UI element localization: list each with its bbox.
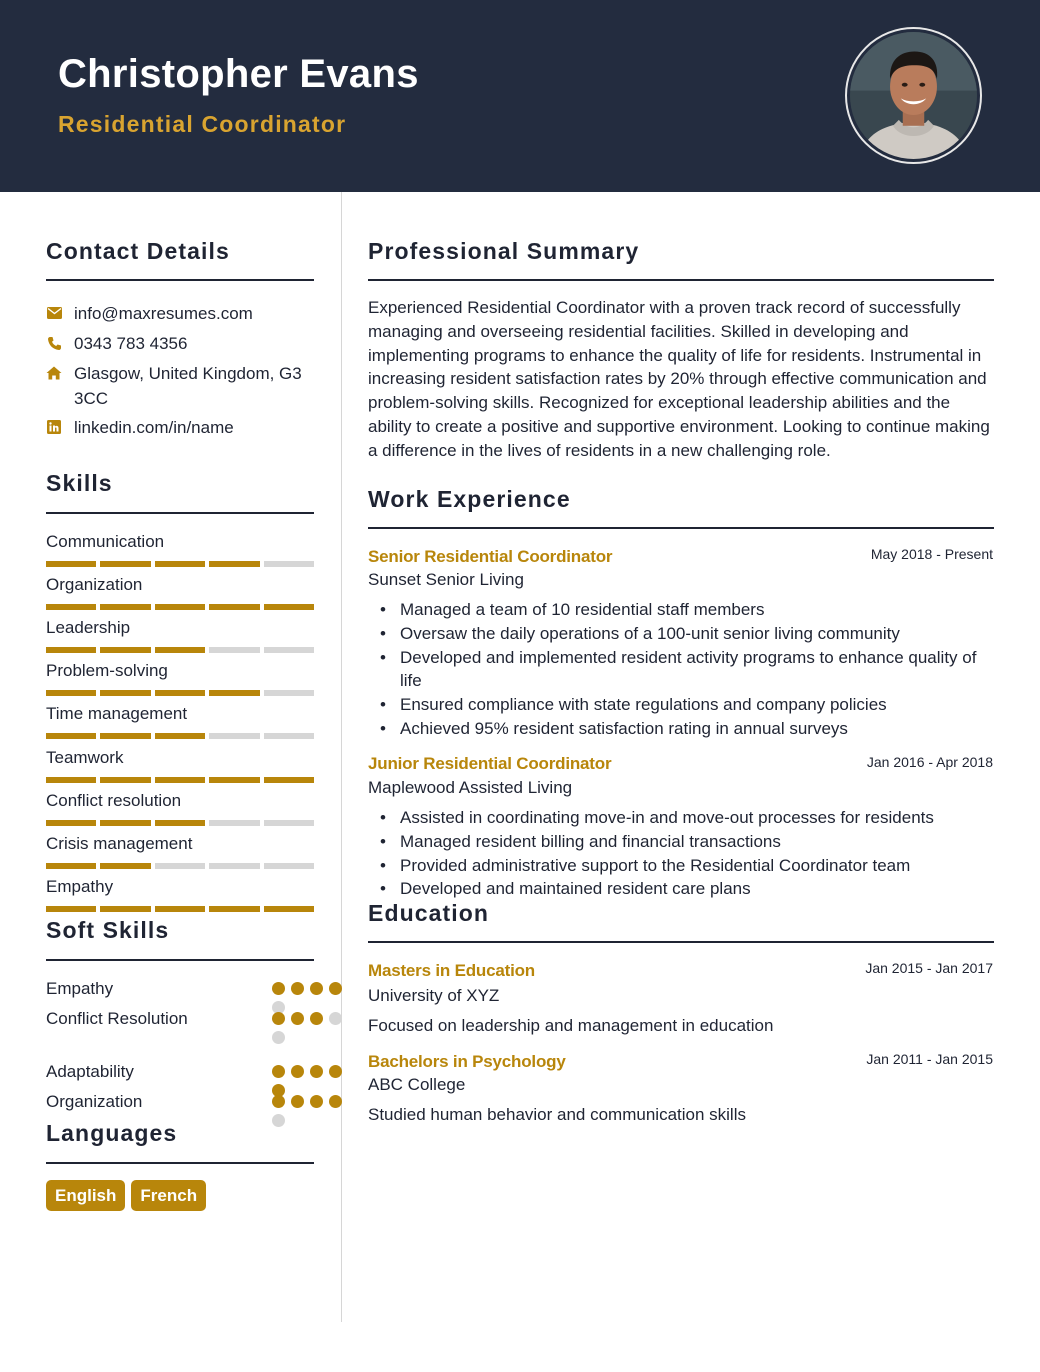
skill-level-segment <box>155 777 205 783</box>
rating-dot <box>291 1012 304 1025</box>
job-bullet: • Developed and maintained resident care plans <box>368 877 994 901</box>
soft-skills-section-title: Soft Skills <box>46 917 170 943</box>
contact-linkedin-text: linkedin.com/in/name <box>74 418 234 437</box>
rating-dot <box>310 1095 323 1108</box>
skill-level-segment <box>46 733 96 739</box>
education-section-rule <box>368 941 994 943</box>
skill-level-segment <box>264 820 314 826</box>
job-bullet: • Managed resident billing and financial transactions <box>368 830 994 854</box>
soft-skill-rating <box>272 982 348 1014</box>
summary-section-title: Professional Summary <box>368 238 640 264</box>
education-description: Studied human behavior and communication skills <box>368 1105 746 1124</box>
rating-dot <box>272 1031 285 1044</box>
rating-dot <box>329 982 342 995</box>
skill-level-segment <box>264 604 314 610</box>
skill-level-bar <box>46 647 314 653</box>
contact-phone-text: 0343 783 4356 <box>74 334 188 353</box>
skill-level-segment <box>100 863 150 869</box>
skill-level-segment <box>209 863 259 869</box>
job-dates: May 2018 - Present <box>870 546 993 562</box>
school-name: University of XYZ <box>368 986 500 1005</box>
school-name: ABC College <box>368 1075 466 1094</box>
skill-item <box>46 531 314 567</box>
skill-level-segment <box>100 690 150 696</box>
job-bullet: • Provided administrative support to the Residential Coordinator team <box>368 854 994 878</box>
job-title: Senior Residential Coordinator <box>368 547 613 566</box>
skill-level-segment <box>100 733 150 739</box>
skill-level-segment <box>209 777 259 783</box>
job-bullets <box>368 598 994 741</box>
column-divider <box>341 192 342 1322</box>
degree-title: Bachelors in Psychology <box>368 1052 566 1071</box>
rating-dot <box>272 1065 285 1078</box>
skill-level-segment <box>264 561 314 567</box>
skill-level-bar <box>46 561 314 567</box>
soft-skill-rating <box>272 1095 348 1127</box>
education-dates: Jan 2015 - Jan 2017 <box>865 960 993 976</box>
skill-level-bar <box>46 733 314 739</box>
skill-level-bar <box>46 604 314 610</box>
skill-level-segment <box>155 820 205 826</box>
skill-item <box>46 790 314 826</box>
contact-phone[interactable] <box>46 331 314 356</box>
soft-skills-section-rule <box>46 959 314 961</box>
skill-level-segment <box>46 777 96 783</box>
resume-header <box>0 0 1040 192</box>
linkedin-icon <box>46 419 62 435</box>
skill-level-segment <box>100 820 150 826</box>
languages-section-rule <box>46 1162 314 1164</box>
degree-title: Masters in Education <box>368 961 535 980</box>
skill-level-segment <box>155 863 205 869</box>
rating-dot <box>310 982 323 995</box>
phone-icon <box>46 335 62 351</box>
skill-level-segment <box>209 906 259 912</box>
soft-skill-name: Empathy <box>46 979 114 998</box>
skill-level-segment <box>155 733 205 739</box>
profile-photo <box>850 32 977 159</box>
skills-section-rule <box>46 512 314 514</box>
contact-email-text: info@maxresumes.com <box>74 304 253 323</box>
profile-photo-frame <box>845 27 982 164</box>
skill-level-segment <box>264 863 314 869</box>
soft-skill-rating <box>272 1065 348 1097</box>
skills-section-title: Skills <box>46 470 113 496</box>
skill-level-segment <box>209 690 259 696</box>
education-description: Focused on leadership and management in education <box>368 1016 774 1035</box>
skill-level-segment <box>46 647 96 653</box>
skill-level-segment <box>46 863 96 869</box>
languages-list <box>46 1180 206 1211</box>
skill-level-segment <box>155 690 205 696</box>
skill-item <box>46 833 314 869</box>
rating-dot <box>291 982 304 995</box>
candidate-name: Christopher Evans <box>58 52 419 96</box>
job-company: Sunset Senior Living <box>368 570 524 589</box>
summary-text: Experienced Residential Coordinator with a proven track record of successfully managing and overseeing residential facilities. Skilled in developing and implementing programs to enhance the quality of life for residents. Instrumental in increasing resident satisfaction rates by 20% through effective communication and problem-solving skills. Recognized for exceptional leadership abilities and the ability to create a positive and supportive environment. Looking to continue making a difference in the lives of residents in a new challenging role. <box>368 298 990 460</box>
skill-name: Problem-solving <box>46 661 168 680</box>
job-bullet: • Managed a team of 10 residential staff members <box>368 598 994 622</box>
languages-section-title: Languages <box>46 1120 178 1146</box>
contact-email[interactable] <box>46 301 314 326</box>
job-bullet: • Developed and implemented resident activity programs to enhance quality of life <box>368 646 994 694</box>
skill-level-segment <box>155 561 205 567</box>
skill-name: Time management <box>46 704 188 723</box>
skill-level-segment <box>209 733 259 739</box>
email-icon <box>46 305 62 321</box>
experience-section-title: Work Experience <box>368 486 571 512</box>
skill-level-segment <box>46 690 96 696</box>
skill-level-segment <box>155 604 205 610</box>
skill-item <box>46 574 314 610</box>
skill-level-segment <box>209 604 259 610</box>
home-icon <box>46 365 62 381</box>
skill-item <box>46 617 314 653</box>
candidate-role: Residential Coordinator <box>58 111 347 137</box>
rating-dot <box>272 982 285 995</box>
education-section-title: Education <box>368 900 490 926</box>
job-title: Junior Residential Coordinator <box>368 754 612 773</box>
skill-level-segment <box>100 647 150 653</box>
job-bullets <box>368 806 994 901</box>
skill-item <box>46 660 314 696</box>
soft-skill-rating <box>272 1012 348 1044</box>
skill-level-segment <box>46 820 96 826</box>
skill-level-segment <box>264 906 314 912</box>
rating-dot <box>291 1095 304 1108</box>
skill-name: Crisis management <box>46 834 193 853</box>
contact-section-title: Contact Details <box>46 238 230 264</box>
skill-level-segment <box>46 561 96 567</box>
experience-section-rule <box>368 527 994 529</box>
skill-name: Conflict resolution <box>46 791 182 810</box>
skill-level-segment <box>100 777 150 783</box>
contact-linkedin[interactable] <box>46 415 314 440</box>
rating-dot <box>291 1065 304 1078</box>
skill-level-segment <box>209 820 259 826</box>
skill-name: Leadership <box>46 618 131 637</box>
job-dates: Jan 2016 - Apr 2018 <box>866 754 993 770</box>
skill-level-segment <box>155 647 205 653</box>
rating-dot <box>329 1065 342 1078</box>
rating-dot <box>310 1012 323 1025</box>
portrait-image <box>850 32 977 159</box>
skill-level-segment <box>46 604 96 610</box>
skill-item <box>46 703 314 739</box>
soft-skill-name: Adaptability <box>46 1062 134 1081</box>
skill-level-segment <box>264 777 314 783</box>
rating-dot <box>329 1012 342 1025</box>
rating-dot <box>272 1012 285 1025</box>
skill-level-segment <box>155 906 205 912</box>
skill-level-segment <box>100 561 150 567</box>
rating-dot <box>272 1095 285 1108</box>
skill-level-segment <box>264 733 314 739</box>
skill-name: Teamwork <box>46 748 124 767</box>
summary-section-rule <box>368 279 994 281</box>
skill-level-bar <box>46 906 314 912</box>
contact-address <box>46 361 314 411</box>
contact-section-rule <box>46 279 314 281</box>
skill-level-segment <box>209 561 259 567</box>
job-bullet: • Ensured compliance with state regulations and company policies <box>368 693 994 717</box>
soft-skill-name: Organization <box>46 1092 143 1111</box>
education-dates: Jan 2011 - Jan 2015 <box>866 1051 993 1067</box>
job-bullet: • Oversaw the daily operations of a 100-unit senior living community <box>368 622 994 646</box>
language-badge: English <box>46 1180 125 1211</box>
rating-dot <box>272 1114 285 1127</box>
contact-address-text: Glasgow, United Kingdom, G3 3CC <box>74 364 302 408</box>
job-bullet: • Achieved 95% resident satisfaction rating in annual surveys <box>368 717 994 741</box>
skill-item <box>46 876 314 912</box>
language-badge: French <box>131 1180 206 1211</box>
skill-name: Communication <box>46 532 165 551</box>
rating-dot <box>310 1065 323 1078</box>
job-bullet: • Assisted in coordinating move-in and move-out processes for residents <box>368 806 994 830</box>
skill-name: Empathy <box>46 877 114 896</box>
skill-level-segment <box>100 604 150 610</box>
rating-dot <box>329 1095 342 1108</box>
job-company: Maplewood Assisted Living <box>368 778 573 797</box>
skill-level-segment <box>100 906 150 912</box>
skill-item <box>46 747 314 783</box>
skill-level-segment <box>46 906 96 912</box>
skill-level-segment <box>264 647 314 653</box>
skill-level-bar <box>46 820 314 826</box>
skill-level-segment <box>264 690 314 696</box>
skill-level-segment <box>209 647 259 653</box>
skill-level-bar <box>46 777 314 783</box>
skill-level-bar <box>46 690 314 696</box>
skill-name: Organization <box>46 575 143 594</box>
skill-level-bar <box>46 863 314 869</box>
soft-skill-name: Conflict Resolution <box>46 1009 188 1028</box>
